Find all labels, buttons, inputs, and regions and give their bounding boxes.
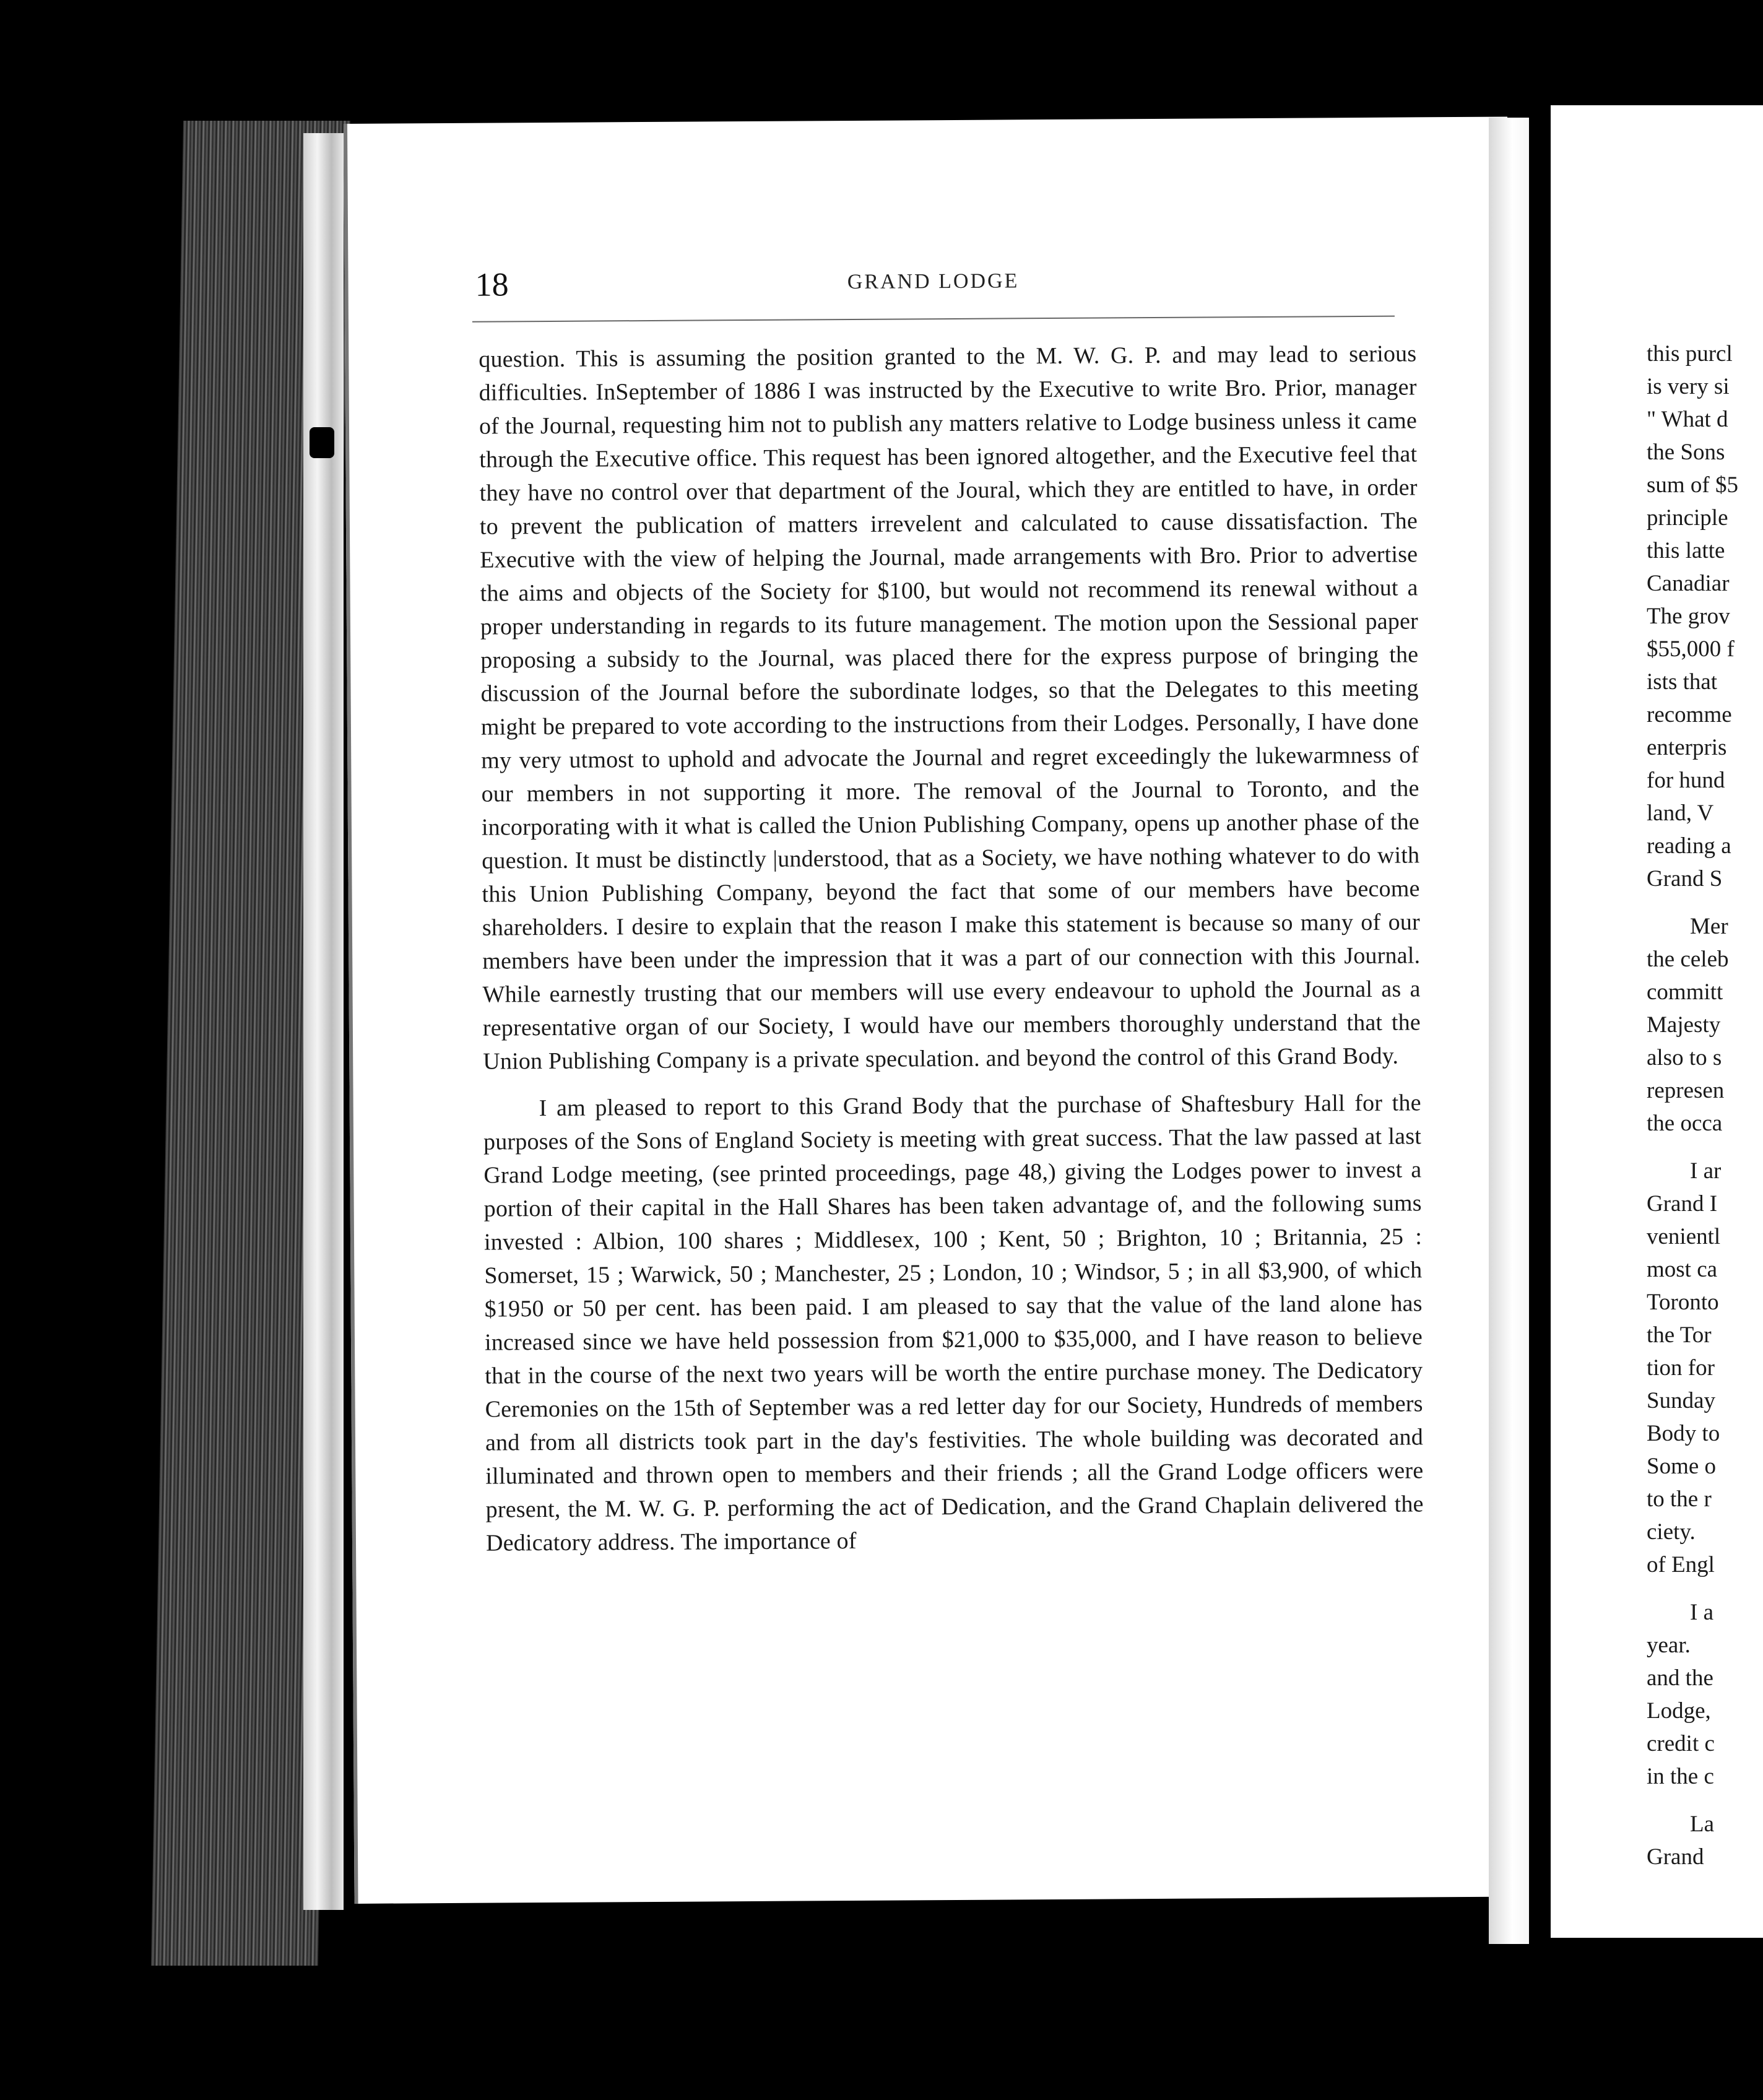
right-page-line: Some o — [1647, 1454, 1717, 1479]
right-page-line: enterpris — [1647, 735, 1727, 760]
book-spine-shadow — [1529, 105, 1554, 1950]
right-page-line: reading a — [1647, 833, 1731, 859]
right-page-line: the Tor — [1647, 1322, 1712, 1348]
right-page-line: the celeb — [1647, 947, 1729, 972]
right-page-line: for hund — [1647, 768, 1725, 793]
page-number: 18 — [475, 266, 509, 303]
right-page-line: tion for — [1647, 1355, 1715, 1381]
right-page-line: Majesty — [1647, 1012, 1721, 1038]
right-page-line: I ar — [1690, 1158, 1722, 1184]
right-page-line: " What d — [1647, 407, 1728, 432]
right-page-line: I a — [1690, 1600, 1713, 1625]
right-page-line: Grand — [1647, 1844, 1704, 1870]
right-page-line: of Engl — [1647, 1552, 1715, 1577]
right-page-line: Grand S — [1647, 866, 1723, 892]
right-page-line: Lodge, — [1647, 1698, 1711, 1724]
right-page-line: the Sons — [1647, 440, 1725, 465]
right-page-line: ists that — [1647, 669, 1718, 695]
right-page-line: also to s — [1647, 1045, 1722, 1070]
right-page-line: is very si — [1647, 374, 1730, 399]
right-page-line: land, V — [1647, 801, 1714, 826]
right-page-line: Canadiar — [1647, 571, 1730, 596]
right-page-line: recomme — [1647, 702, 1732, 727]
right-page-line: La — [1690, 1811, 1715, 1837]
right-page-line: committ — [1647, 979, 1723, 1005]
right-page-line: to the r — [1647, 1486, 1712, 1512]
binding-mark — [446, 2059, 483, 2070]
running-title: GRAND LODGE — [847, 269, 1020, 294]
right-page-line: principle — [1647, 505, 1728, 531]
right-page-line: this latte — [1647, 538, 1725, 563]
right-page-line: Toronto — [1647, 1290, 1719, 1315]
right-page-line: Grand I — [1647, 1191, 1718, 1217]
right-page-line: ciety. — [1647, 1519, 1696, 1545]
right-page-line: represen — [1647, 1078, 1725, 1103]
running-head — [475, 260, 1391, 309]
right-page-partial — [1551, 105, 1763, 1938]
right-page-line: this purcl — [1647, 341, 1733, 367]
right-page-line: Mer — [1690, 914, 1728, 939]
paragraph-gap — [1647, 1140, 1763, 1155]
right-page-line: Body to — [1647, 1421, 1720, 1446]
paragraph-gap — [1647, 1581, 1763, 1596]
right-page-line: $55,000 f — [1647, 636, 1735, 662]
right-page-line: The grov — [1647, 604, 1730, 629]
body-text — [479, 337, 1424, 1573]
right-page-line: venientl — [1647, 1224, 1721, 1249]
paragraph-gap — [1647, 895, 1763, 910]
paragraph-shaftesbury-hall: I am pleased to report to this Grand Body that the purchase of Shaftesbury Hall for the purposes of the Sons of England Society is meeting with great success. That the law passed at last Grand Lodge meeting, (see printed proceedings, page 48,) giving the Lodges power to invest a portion of their capital in the Hall Shares has been taken advantage of, and the following sums invested : Albion, 100 shares ; Middlesex, 100 ; Kent, 50 ; Brighton, 10 ; Britannia, 25 : Somerset, 15 ; Warwick, 50 ; Manchester, 25 ; London, 10 ; Windsor, 5 ; in all $3,900, of which $1950 or 50 per cent. has been paid. I am pleased to say that the value of the land alone has increased since we have held possession from $21,000 to $35,000, and I have reason to believe that in the course of the next two years will be worth the entire purchase money. The Dedicatory Ceremonies on the 15th of September was a red letter day for our Society, Hundreds of members and from all districts took part in the day's festivities. The whole building was decorated and illuminated and thrown open to members and their friends ; all the Grand Lodge officers were present, the M. W. G. P. performing the act of Dedication, and the Grand Chaplain delivered the Dedicatory address. The importance of — [483, 1090, 1424, 1556]
right-page-text — [1647, 337, 1763, 1873]
header-rule — [472, 316, 1395, 323]
right-page-line: year. — [1647, 1633, 1691, 1658]
page-fore-edge — [303, 133, 344, 1910]
paragraph-gap — [1647, 1793, 1763, 1808]
right-page-line: and the — [1647, 1665, 1713, 1691]
right-page-line: most ca — [1647, 1257, 1718, 1282]
right-page-line: Sunday — [1647, 1388, 1715, 1413]
right-page-line: credit c — [1647, 1731, 1715, 1756]
right-page-line: in the c — [1647, 1764, 1714, 1789]
paragraph-journal: question. This is assuming the position granted to the M. W. G. P. and may lead to serious difficulties. InSeptember of 1886 I was instructed by the Executive to write Bro. Prior, manager of the Journal, requesting him not to publish any matters relative to Lodge busіness unless it came through the Executive office. This request has been ignored altogether, and the Executive feel that they have no control over that department of the Joural, which they are entitled to have, in order to prevent the publication of matters irrevelent and calculated to cause dissatisfaction. The Executive with the view of helping the Journal, made arrangements with Bro. Prior to advertise the aims and objects of the Society for $100, but would not recommend its renewal without a proper understanding in regards to its future management. The motion upon the Sessional paper proposing a subsidy to the Journal, was placed there for the express purpose of bringing the discussion of the Journal before the subordinate lodges, so that the Delegates to this meeting might be prepared to vote according to the instructions from their Lodges. Personally, I have done my very utmost to uphold and advocate the Journal and regret exceedingly the lukewarmness of our members in not supporting it more. The removal of the Journal to Toronto, and the incorporating with it what is called the Union Publishing Company, opens up another phase of the question. It must be distinctly |understood, that as a Society, we have nothing whatever to do with this Union Publishing Company, beyond the fact that some of our members have become shareholders. I desire to explain that the reason I make this statement is because so many of our members have been under the impression that it was a part of our connection with this Journal. While earnestly trusting that our members will use every endeavour to uphold the Journal as a representative organ of our Society, I would have our members thoroughly understand that the Union Publishing Company is a private speculation. and beyond the control of this Grand Body. — [479, 341, 1421, 1075]
right-page-line: the occa — [1647, 1111, 1723, 1136]
binding-mark — [310, 427, 334, 458]
left-page — [344, 117, 1518, 1904]
right-page-line: sum of $5 — [1647, 472, 1738, 498]
